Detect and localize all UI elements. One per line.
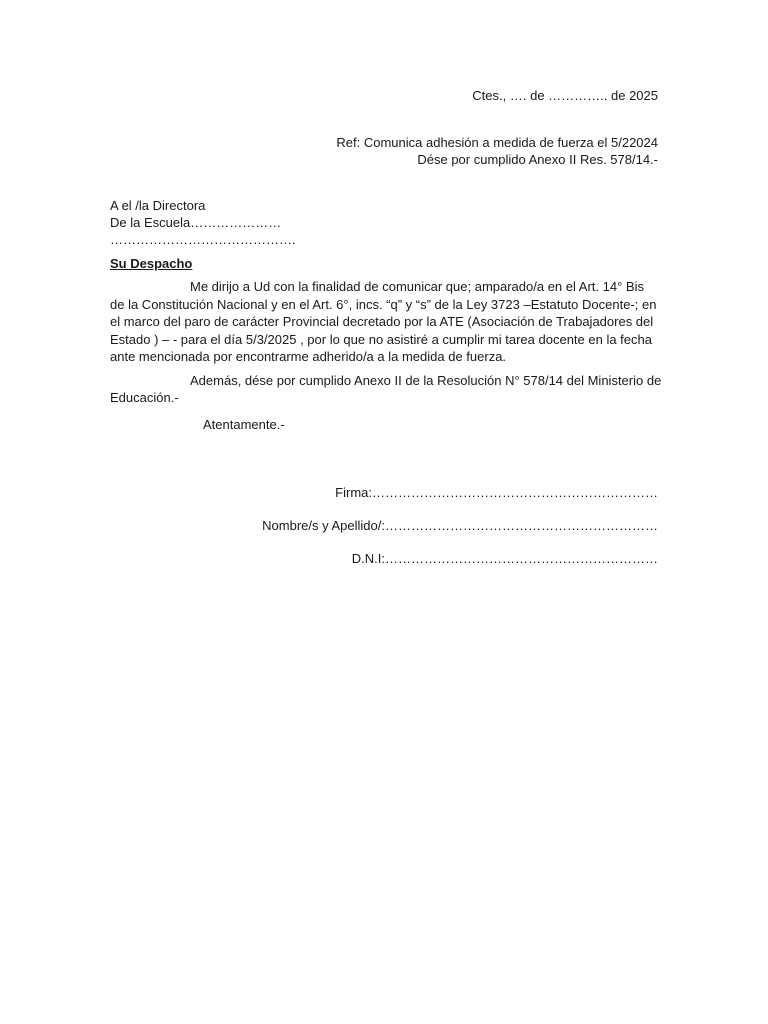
body-paragraph: Me dirijo a Ud con la finalidad de comunicar que; amparado/a en el Art. 14° Bis de la Constitución Nacional y en el Art. 6°, incs. “q” y “s” de la Ley 3723 –Estatuto Docente-; en el marco del paro de carácter Provincial decretado por la ATE (Asociación de Trabajadores del Estado ) – - para el día 5/3/2025 , por lo que no asistiré a cumplir mi tarea docente en la fecha ante mencionada por encontrarme adherido/a a la medida de fuerza. bbox=[110, 279, 657, 364]
closing-text: Atentamente.- bbox=[203, 417, 285, 432]
addressee-block bbox=[110, 197, 296, 248]
reference-note: Dése por cumplido Anexo II Res. 578/14.- bbox=[417, 152, 658, 167]
date-line: Ctes., …. de ………….. de 2025 bbox=[472, 88, 658, 103]
reference-block bbox=[336, 134, 658, 168]
salutation-heading: Su Despacho bbox=[110, 256, 193, 271]
reference-line: Ref: Comunica adhesión a medida de fuerza el 5/22024 bbox=[336, 135, 658, 150]
body-paragraph: Además, dése por cumplido Anexo II de la Resolución N° 578/14 del Ministerio de Educación.- bbox=[110, 372, 662, 405]
addressee-recipient: A el /la Directora bbox=[110, 198, 206, 213]
addressee-blank-line: ……………………………………. bbox=[110, 232, 296, 247]
dni-line: D.N.I:……………………………………………………… bbox=[351, 551, 658, 566]
letter-body bbox=[110, 278, 662, 407]
signature-line: Firma:………………………………………………………… bbox=[335, 485, 658, 500]
addressee-school: De la Escuela………………… bbox=[110, 215, 282, 230]
name-line: Nombre/s y Apellido/:……………………………………………………… bbox=[262, 518, 658, 533]
